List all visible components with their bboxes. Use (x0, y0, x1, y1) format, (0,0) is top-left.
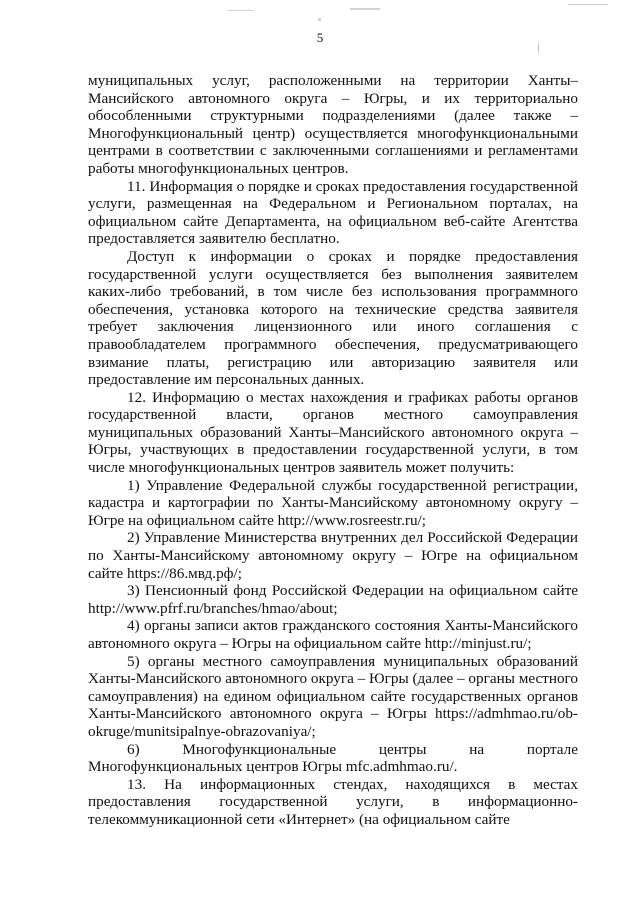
document-body (88, 72, 578, 829)
paragraph-continuation: муниципальных услуг, расположенными на территории Ханты–Мансийского автономного округа – Югры, и их территориально обособленными структурными подразделениями (далее также – Многофункциональный центр) осуществляется многофункциональными центрами в соответствии с заключенными соглашениями и регламентами работы многофункциональных центров. (88, 72, 578, 177)
paragraph-13: 13. На информационных стендах, находящихся в местах предоставления государственной услуги, в информационно-телекоммуникационной сети «Интернет» (на официальном сайте (88, 775, 578, 828)
page-number: 5 (316, 30, 324, 45)
scan-artifact (318, 18, 321, 21)
list-item-4: 4) органы записи актов гражданского состояния Ханты-Мансийского автономного округа – Югры на официальном сайте http://minjust.ru/; (88, 617, 578, 652)
paragraph-12: 12. Информацию о местах нахождения и графиках работы органов государственной власти, органов местного самоуправления муниципальных образований Ханты–Мансийского автономного округа – Югры, участвующих в предоставлении государственной услуги, в том числе многофункциональных центров заявитель может получить: (88, 388, 578, 477)
paragraph-11: 11. Информация о порядке и сроках предоставления государственной услуги, размещенная на Федеральном и Региональном порталах, на официальном сайте Департамента, на официальном веб-сайте Агентства предоставляется заявителю бесплатно. (88, 177, 578, 248)
list-item-1: 1) Управление Федеральной службы государственной регистрации, кадастра и картографии по Ханты-Мансийскому автономному округу – Югре на официальном сайте http://www.rosreestr.ru/; (88, 476, 578, 529)
list-item-5: 5) органы местного самоуправления муниципальных образований Ханты-Мансийского автономного округа – Югры (далее – органы местного самоуправления) на едином официальном сайте государственных органов Ханты-Мансийского автономного округа – Югры https://admhmao.ru/ob-okruge/munitsipalnye-obrazovaniya/; (88, 652, 578, 740)
list-item-6: 6) Многофункциональные центры на портале Многофункциональных центров Югры mfc.admhmao.ru/. (88, 740, 578, 776)
scan-artifact (350, 8, 380, 10)
paragraph-access: Доступ к информации о сроках и порядке предоставления государственной услуги осуществляется без выполнения заявителем каких-либо требований, в том числе без использования программного обеспечения, установка которого на технические средства заявителя требует заключения лицензионного или иного соглашения с правообладателем программного обеспечения, предусматривающего взимание платы, регистрацию или авторизацию заявителя или предоставление им персональных данных. (88, 247, 578, 389)
scan-artifact (568, 4, 608, 5)
list-item-2: 2) Управление Министерства внутренних дел Российской Федерации по Ханты-Мансийскому автономному округу – Югре на официальном сайте https://86.мвд.рф/; (88, 529, 578, 582)
list-item-3: 3) Пенсионный фонд Российской Федерации на официальном сайте http://www.pfrf.ru/branches/hmao/about; (88, 582, 578, 617)
scan-artifact (228, 10, 254, 11)
